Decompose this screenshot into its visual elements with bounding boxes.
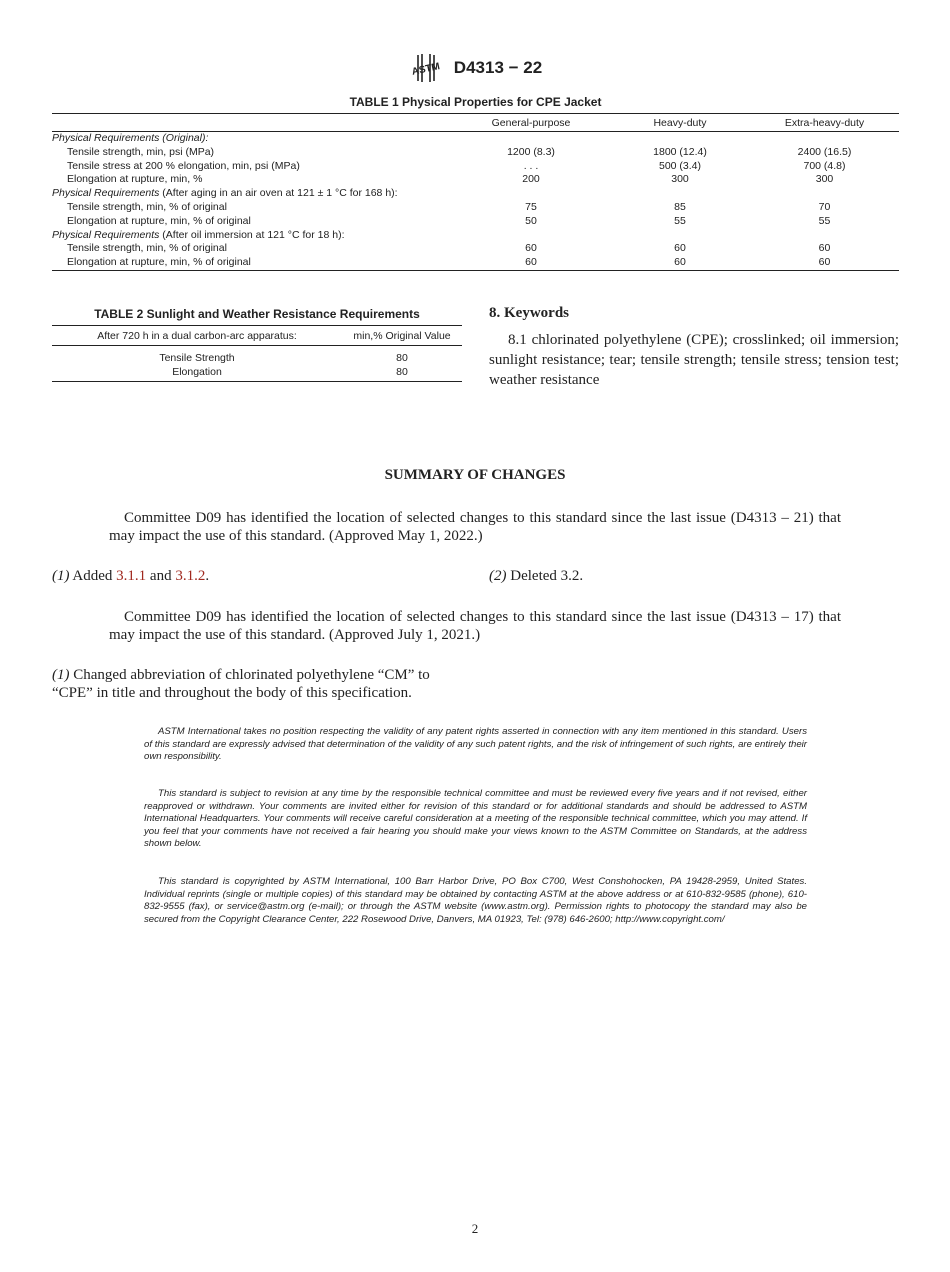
table1-cell: 2400 (16.5) bbox=[797, 145, 852, 158]
keywords-section bbox=[489, 305, 899, 390]
table1-row-label: Tensile strength, min, psi (MPa) bbox=[67, 145, 215, 158]
change-item-3: (1) Changed abbreviation of chlorinated polyethylene “CM” to “CPE” in title and throughout the body of this specification. bbox=[52, 667, 430, 701]
table-row bbox=[52, 160, 899, 174]
table1-cell: 60 bbox=[674, 242, 686, 255]
table2-cell: 80 bbox=[342, 365, 462, 382]
copyright-notice: This standard is copyrighted by ASTM International, 100 Barr Harbor Drive, PO Box C700, West Conshohocken, PA 19428-2959, United States. Individual reprints (single or multiple copies) of this standard may be obtained by contacting ASTM at the above address or at 610-832-9585 (phone), 610-832-9555 (fax), or service@astm.org (e-mail); or through the ASTM website (www.astm.org). Permission rights to photocopy the standard may also be secured from the Copyright Clearance Center, 222 Rosewood Drive, Danvers, MA 01923, Tel: (978) 646-2600; http://www.copyright.com/ bbox=[144, 876, 807, 925]
table1 bbox=[52, 113, 899, 271]
table1-cell: 55 bbox=[818, 214, 831, 227]
change-item-2: (2) Deleted 3.2. bbox=[489, 568, 584, 584]
page-header bbox=[0, 52, 950, 84]
table-row bbox=[52, 201, 899, 215]
table1-section-title: Physical Requirements (Original): bbox=[52, 132, 209, 144]
table2-caption: TABLE 2 Sunlight and Weather Resistance Requirements bbox=[94, 307, 420, 321]
table2-cell: 80 bbox=[396, 352, 408, 364]
table1-section-title: Physical Requirements (After oil immersion at 121 °C for 18 h): bbox=[52, 228, 345, 241]
table1-section-title: Physical Requirements (After aging in an air oven at 121 ± 1 °C for 168 h): bbox=[52, 187, 398, 200]
table1-cell: 60 bbox=[818, 242, 831, 255]
table-row bbox=[52, 365, 462, 382]
patent-notice: ASTM International takes no position respecting the validity of any patent rights asserted in connection with any item mentioned in this standard. Users of this standard are expressly advised that determination of the validity of any such patent rights, and the risk of infringement of such rights, are entirely their own responsibility. bbox=[144, 726, 807, 763]
table1-cell: 500 (3.4) bbox=[658, 159, 702, 172]
table1-cell: 200 bbox=[522, 173, 540, 186]
table1-col-header: Heavy-duty bbox=[610, 114, 750, 132]
table1-cell: . . . bbox=[523, 159, 539, 172]
document-number: D4313 − 22 bbox=[453, 58, 543, 77]
svg-text:ASTM: ASTM bbox=[410, 61, 441, 78]
change-item-1: (1) Added 3.1.1 and 3.1.2. bbox=[52, 568, 210, 584]
summary-title: SUMMARY OF CHANGES bbox=[384, 467, 566, 483]
table1-row-label: Tensile strength, min, % of original bbox=[67, 242, 227, 255]
keywords-text: 8.1 chlorinated polyethylene (CPE); crosslinked; oil immersion; sunlight resistance; tear; tensile strength; tensile stress; tension test; weather resistance bbox=[489, 332, 899, 388]
table1-cell: 300 bbox=[815, 173, 834, 186]
table1-cell: 60 bbox=[525, 242, 537, 255]
revision-notice: This standard is subject to revision at any time by the responsible technical committee and must be reviewed every five years and if not revised, either reapproved or withdrawn. Your comments are invited either for revision of this standard or for additional standards and should be addressed to ASTM International Headquarters. Your comments will receive careful consideration at a meeting of the responsible technical committee, which you may attend. If you feel that your comments have not received a fair hearing you should make your views known to the ASTM Committee on Standards, at the address shown below. bbox=[144, 788, 807, 850]
table2-row-label: Tensile Strength bbox=[159, 352, 235, 364]
table1-row-label: Elongation at rupture, min, % bbox=[67, 173, 203, 186]
summary-paragraph-2: Committee D09 has identified the location of selected changes to this standard since the last issue (D4313 – 17) that may impact the use of this standard. (Approved July 1, 2021.) bbox=[109, 609, 841, 643]
table-row bbox=[52, 146, 899, 160]
table1-cell: 700 (4.8) bbox=[803, 159, 846, 172]
table1-row-label: Tensile strength, min, % of original bbox=[67, 200, 227, 213]
table1-cell: 70 bbox=[818, 200, 831, 213]
table1-col-header: General-purpose bbox=[452, 114, 610, 132]
table1-cell: 1800 (12.4) bbox=[653, 145, 707, 158]
table1-cell: 1200 (8.3) bbox=[507, 145, 555, 158]
table1-row-label: Tensile stress at 200 % elongation, min, psi (MPa) bbox=[67, 159, 300, 172]
table1-cell: 60 bbox=[452, 256, 610, 270]
section-link-3-1-2[interactable]: 3.1.2 bbox=[175, 568, 206, 584]
table1-cell: 55 bbox=[674, 214, 686, 227]
table1-cell: 300 bbox=[671, 173, 689, 186]
page-number: 2 bbox=[471, 1221, 479, 1236]
table2-col-header: After 720 h in a dual carbon-arc apparatus: bbox=[52, 326, 342, 346]
table-row bbox=[52, 215, 899, 229]
table1-cell: 50 bbox=[525, 214, 537, 227]
table1-header-blank bbox=[52, 114, 452, 132]
table-row bbox=[52, 132, 899, 146]
table1-row-label: Elongation at rupture, min, % of original bbox=[52, 256, 452, 270]
summary-paragraph-1: Committee D09 has identified the location of selected changes to this standard since the last issue (D4313 – 21) that may impact the use of this standard. (Approved May 1, 2022.) bbox=[109, 510, 841, 544]
table1-cell: 60 bbox=[610, 256, 750, 270]
table2-col-header: min,% Original Value bbox=[342, 326, 462, 346]
table1-row-label: Elongation at rupture, min, % of original bbox=[67, 214, 251, 227]
table-row bbox=[52, 242, 899, 256]
table-row bbox=[52, 187, 899, 201]
table-row bbox=[52, 346, 462, 366]
table1-col-header: Extra-heavy-duty bbox=[750, 114, 899, 132]
table2 bbox=[52, 325, 462, 382]
table1-header-row bbox=[52, 114, 899, 132]
table-row bbox=[52, 256, 899, 270]
table-row bbox=[52, 229, 899, 243]
table1-cell: 75 bbox=[525, 200, 537, 213]
table2-header-row bbox=[52, 326, 462, 346]
section-link-3-1-1[interactable]: 3.1.1 bbox=[116, 568, 147, 584]
table1-caption: TABLE 1 Physical Properties for CPE Jacket bbox=[349, 95, 602, 109]
table1-cell: 85 bbox=[674, 200, 686, 213]
astm-logo-icon bbox=[408, 52, 444, 84]
table-row bbox=[52, 173, 899, 187]
table1-cell: 60 bbox=[750, 256, 899, 270]
table2-row-label: Elongation bbox=[52, 365, 342, 382]
keywords-heading: 8. Keywords bbox=[489, 305, 569, 321]
